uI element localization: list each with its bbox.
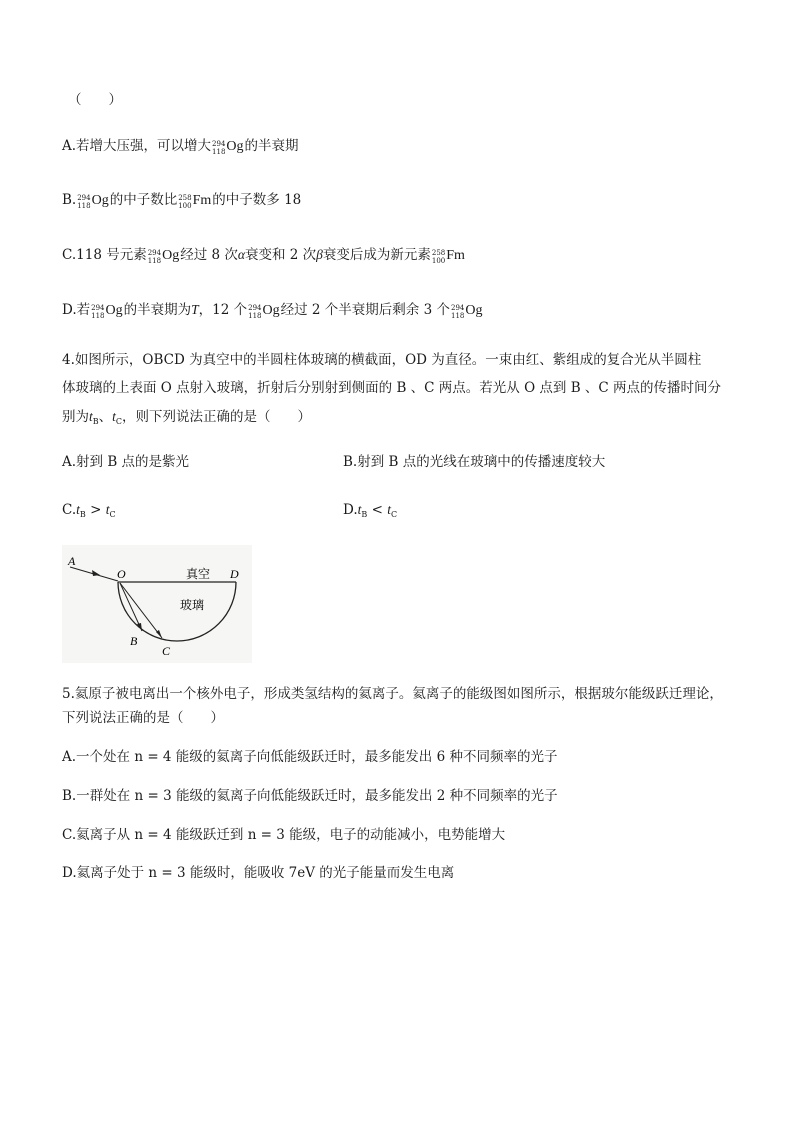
q4-option-b[interactable]: B.射到 B 点的光线在玻璃中的传播速度较大 <box>343 454 606 470</box>
label-d: D <box>230 567 239 581</box>
og-nuclide: 294 118 Og <box>147 248 180 265</box>
q3-option-c[interactable]: C.118 号元素 294 118 Og经过 8 次α衰变和 2 次β衰变后成为新元素 258 100 Fm <box>62 247 465 265</box>
label-glass: 玻璃 <box>180 598 205 612</box>
q3-option-d[interactable]: D.若 294 118 Og的半衰期为T，12 个 294 118 Og经过 2 个半衰期后剩余 3 个 294 118 Og <box>62 302 483 320</box>
q3-option-b[interactable]: B. 294 118 Og的中子数比 258 100 Fm的中子数多 18 <box>62 192 302 210</box>
q4-option-c[interactable]: $C.t_B > t_C$ <box>62 502 116 519</box>
q5-option-a[interactable]: A.一个处在 n = 4 能级的氦离子向低能级跃迁时，最多能发出 6 种不同频率的光子 <box>62 749 558 765</box>
og-nuclide: 294 118 Og <box>450 303 483 320</box>
og-nuclide: 294 118 Og <box>77 193 109 210</box>
q4-stem-line3: 别为$t_B$、$t_C$，则下列说法正确的是（ ） <box>62 409 312 426</box>
label-o: O <box>117 567 126 581</box>
q3-answer-paren: （ ） <box>68 92 122 108</box>
label-a: A <box>68 554 76 568</box>
fm-nuclide: 258 100 Fm <box>431 248 465 265</box>
q4-stem-line1: 4.如图所示，OBCD 为真空中的半圆柱体玻璃的横截面，OD 为直径。一束由红、紫组成的复合光从半圆柱 <box>62 352 702 368</box>
label-c: C <box>162 644 171 658</box>
q5-option-c[interactable]: C.氦离子从 n = 4 能级跃迁到 n = 3 能级，电子的动能减小，电势能增大 <box>62 827 506 843</box>
q5-stem-line2: 下列说法正确的是（ ） <box>62 710 224 726</box>
q3-option-a[interactable]: A.若增大压强，可以增大 294 118 Og的半衰期 <box>62 138 299 156</box>
q5-stem-line1: 5.氦原子被电离出一个核外电子，形成类氢结构的氦离子。氦离子的能级图如图所示，根据玻尔能级跃迁理论， <box>62 686 723 702</box>
label-b: B <box>130 634 138 648</box>
q4-stem-line2: 体玻璃的上表面 O 点射入玻璃，折射后分别射到侧面的 B 、C 两点。若光从 O 点到 B 、C 两点的传播时间分 <box>62 380 722 396</box>
og-nuclide: 294 118 Og <box>91 303 123 320</box>
og-nuclide: 294 118 Og <box>212 139 244 156</box>
q4-option-a[interactable]: A.射到 B 点的是紫光 <box>62 454 190 470</box>
q4-option-d[interactable]: $D.t_B < t_C$ <box>343 502 398 519</box>
label-vacuum: 真空 <box>186 567 211 581</box>
og-nuclide: 294 118 Og <box>248 303 280 320</box>
q5-option-b[interactable]: B.一群处在 n = 3 能级的氦离子向低能级跃迁时，最多能发出 2 种不同频率的光子 <box>62 788 558 804</box>
semicircle-glass-figure <box>62 545 252 663</box>
fm-nuclide: 258 100 Fm <box>178 193 212 210</box>
q5-option-d[interactable]: D.氦离子处于 n = 3 能级时，能吸收 7eV 的光子能量而发生电离 <box>62 865 455 881</box>
